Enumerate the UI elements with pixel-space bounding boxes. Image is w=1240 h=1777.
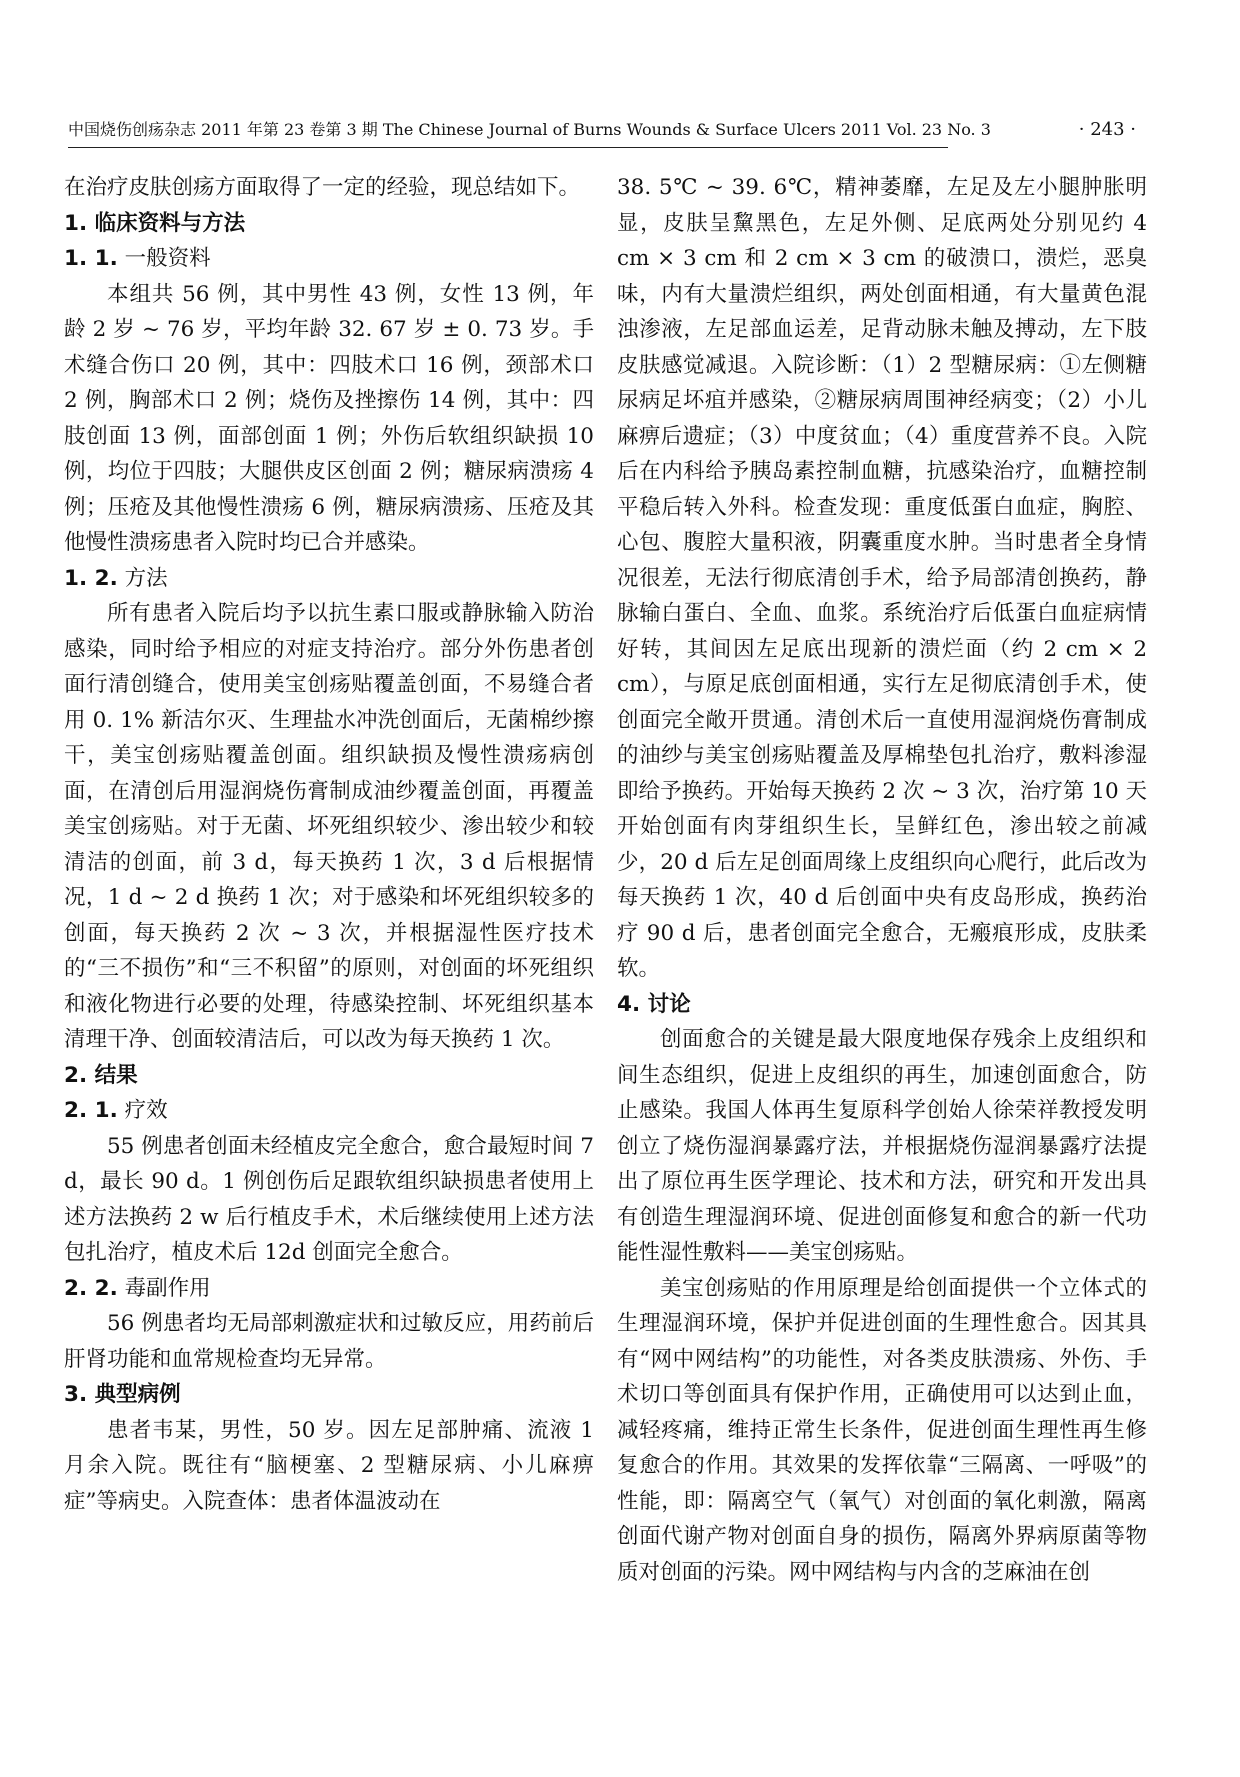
body-paragraph: 本组共 56 例，其中男性 43 例，女性 13 例，年龄 2 岁 ~ 76 岁，平均年龄 32. 67 岁 ± 0. 73 岁。手术缝合伤口 20 例，其中：四肢术口 16 例，颈部术口 2 例，胸部术口 2 例；烧伤及挫擦伤 14 例，其中：四肢创面 13 例，面部创面 1 例；外伤后软组织缺损 10 例，均位于四肢；大腿供皮区创面 2 例；糖尿病溃疡 4 例；压疮及其他慢性溃疡 6 例，糖尿病溃疡、压疮及其他慢性溃疡患者入院时均已合并感染。	[64, 281, 594, 555]
subsection-heading-2-1	[64, 1093, 594, 1129]
subsection-number: 2. 1.	[64, 1098, 118, 1123]
subsection-number: 1. 2.	[64, 565, 118, 591]
running-header	[68, 118, 1136, 142]
intro-paragraph: 在治疗皮肤创疡方面取得了一定的经验，现总结如下。	[64, 175, 581, 200]
header-rule	[68, 147, 948, 148]
subsection-title: 疗效	[124, 1098, 168, 1123]
subsection-title: 方法	[124, 565, 168, 591]
page-number: · 243 ·	[1078, 119, 1136, 140]
body-paragraph: 美宝创疡贴的作用原理是给创面提供一个立体式的生理湿润环境，保护并促进创面的生理性愈合。因其具有“网中网结构”的功能性，对各类皮肤溃疡、外伤、手术切口等创面具有保护作用，正确使用可以达到止血，减轻疼痛，维持正常生长条件，促进创面生理性再生修复愈合的作用。其效果的发挥依靠“三隔离、一呼吸”的性能，即：隔离空气（氧气）对创面的氧化刺激，隔离创面代谢产物对创面自身的损伤，隔离外界病原菌等物质对创面的污染。网中网结构与内含的芝麻油在创	[617, 1275, 1147, 1585]
body-paragraph: 患者韦某，男性，50 岁。因左足部肿痛、流液 1 月余入院。既往有“脑梗塞、2 型糖尿病、小儿麻痹症”等病史。入院查体：患者体温波动在	[64, 1417, 594, 1514]
subsection-title: 一般资料	[124, 246, 211, 271]
right-column	[617, 170, 1147, 1590]
subsection-title: 毒副作用	[124, 1275, 211, 1301]
section-heading-2: 2. 结果	[64, 1062, 138, 1088]
left-column	[64, 170, 594, 1519]
subsection-heading-1-2	[64, 561, 594, 597]
section-heading-4: 4. 讨论	[617, 991, 691, 1017]
section-heading-1: 1. 临床资料与方法	[64, 210, 246, 236]
body-paragraph: 38. 5℃ ~ 39. 6℃，精神萎靡，左足及左小腿肿胀明显，皮肤呈黧黑色，左足外侧、足底两处分别见约 4 cm × 3 cm 和 2 cm × 3 cm 的破溃口，溃烂，恶臭味，内有大量溃烂组织，两处创面相通，有大量黄色混浊渗液，左足部血运差，足背动脉未触及搏动，左下肢皮肤感觉减退。入院诊断：（1）2 型糖尿病：①左侧糖尿病足坏疽并感染，②糖尿病周围神经病变；（2）小儿麻痹后遗症；（3）中度贫血；（4）重度营养不良。入院后在内科给予胰岛素控制血糖，抗感染治疗，血糖控制平稳后转入外科。检查发现：重度低蛋白血症，胸腔、心包、腹腔大量积液，阴囊重度水肿。当时患者全身情况很差，无法行彻底清创手术，给予局部清创换药，静脉输白蛋白、全血、血浆。系统治疗后低蛋白血症病情好转，其间因左足底出现新的溃烂面（约 2 cm × 2 cm），与原足底创面相通，实行左足彻底清创手术，使创面完全敞开贯通。清创术后一直使用湿润烧伤膏制成的油纱与美宝创疡贴覆盖及厚棉垫包扎治疗，敷料渗湿即给予换药。开始每天换药 2 次 ~ 3 次，治疗第 10 天开始创面有肉芽组织生长，呈鲜红色，渗出较之前减少，20 d 后左足创面周缘上皮组织向心爬行，此后改为每天换药 1 次，40 d 后创面中央有皮岛形成，换药治疗 90 d 后，患者创面完全愈合，无瘢痕形成，皮肤柔软。	[617, 175, 1147, 981]
journal-header: 中国烧伤创疡杂志 2011 年第 23 卷第 3 期 The Chinese Journal of Burns Wounds & Surface Ulcers 2011 Vol. 23 No. 3	[68, 120, 991, 139]
subsection-number: 1. 1.	[64, 246, 118, 271]
subsection-heading-2-2	[64, 1271, 594, 1307]
section-heading-3: 3. 典型病例	[64, 1382, 181, 1407]
subsection-number: 2. 2.	[64, 1275, 118, 1301]
body-paragraph: 创面愈合的关键是最大限度地保存残余上皮组织和间生态组织，促进上皮组织的再生，加速创面愈合，防止感染。我国人体再生复原科学创始人徐荣祥教授发明创立了烧伤湿润暴露疗法，并根据烧伤湿润暴露疗法提出了原位再生医学理论、技术和方法，研究和开发出具有创造生理湿润环境、促进创面修复和愈合的新一代功能性湿性敷料——美宝创疡贴。	[617, 1027, 1147, 1265]
body-paragraph: 56 例患者均无局部刺激症状和过敏反应，用药前后肝肾功能和血常规检查均无异常。	[64, 1311, 594, 1372]
body-paragraph: 55 例患者创面未经植皮完全愈合，愈合最短时间 7 d，最长 90 d。1 例创伤后足跟软组织缺损患者使用上述方法换药 2 w 后行植皮手术，术后继续使用上述方法包扎治疗，植皮术后 12d 创面完全愈合。	[64, 1133, 594, 1265]
body-paragraph: 所有患者入院后均予以抗生素口服或静脉输入防治感染，同时给予相应的对症支持治疗。部分外伤患者创面行清创缝合，使用美宝创疡贴覆盖创面，不易缝合者用 0. 1% 新洁尔灭、生理盐水冲洗创面后，无菌棉纱擦干，美宝创疡贴覆盖创面。组织缺损及慢性溃疡病创面，在清创后用湿润烧伤膏制成油纱覆盖创面，再覆盖美宝创疡贴。对于无菌、坏死组织较少、渗出较少和较清洁的创面，前 3 d，每天换药 1 次，3 d 后根据情况，1 d ~ 2 d 换药 1 次；对于感染和坏死组织较多的创面，每天换药 2 次 ~ 3 次，并根据湿性医疗技术的“三不损伤”和“三不积留”的原则，对创面的坏死组织和液化物进行必要的处理，待感染控制、坏死组织基本清理干净、创面较清洁后，可以改为每天换药 1 次。	[64, 601, 594, 1052]
subsection-heading-1-1	[64, 241, 594, 277]
